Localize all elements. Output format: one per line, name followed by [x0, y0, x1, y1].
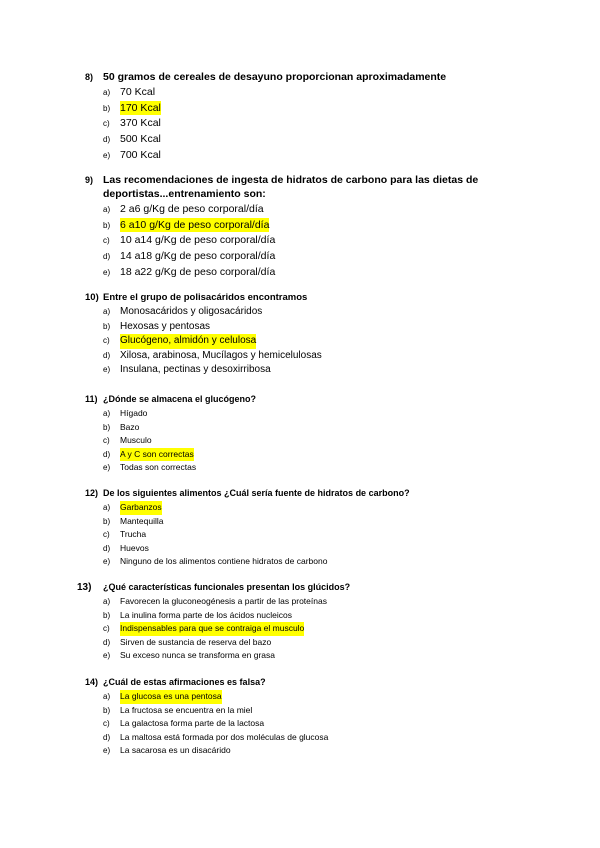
option-text-highlighted: 6 a10 g/Kg de peso corporal/día: [120, 218, 270, 231]
option-a[interactable]: [103, 595, 477, 609]
option-e[interactable]: [103, 363, 485, 378]
option-c[interactable]: [103, 528, 485, 542]
question-text: Entre el grupo de polisacáridos encontramos: [103, 292, 308, 303]
question-header: [85, 393, 485, 406]
option-text: La fructosa se encuentra en la miel: [120, 704, 253, 715]
option-b[interactable]: [103, 101, 485, 117]
option-text: Mantequilla: [120, 515, 164, 526]
question-9: [85, 173, 485, 281]
option-text: Trucha: [120, 529, 147, 539]
option-letter: c): [103, 719, 110, 728]
question-header: [85, 70, 485, 84]
option-letter: d): [103, 135, 111, 145]
question-text: 50 gramos de cereales de desayuno proporcionan aproximadamente: [103, 71, 447, 83]
option-b[interactable]: [103, 320, 485, 335]
option-c[interactable]: [103, 622, 477, 636]
option-d[interactable]: [103, 636, 477, 650]
option-text: Favorecen la gluconeogénesis a partir de las proteínas: [120, 596, 327, 606]
option-c[interactable]: [103, 434, 485, 448]
option-text-highlighted: A y C son correctas: [120, 448, 194, 462]
option-d[interactable]: [103, 349, 485, 364]
option-text: Huevos: [120, 542, 149, 553]
option-letter: a): [103, 597, 111, 606]
option-letter: c): [103, 436, 110, 445]
option-letter: b): [103, 610, 111, 620]
option-text: Hígado: [120, 408, 148, 418]
option-letter: c): [103, 336, 110, 345]
option-letter: a): [103, 409, 111, 418]
option-text: Todas son correctas: [120, 462, 197, 472]
option-text: La inulina forma parte de los ácidos nucleicos: [120, 609, 292, 620]
question-header: [85, 676, 485, 689]
option-text: 700 Kcal: [120, 148, 161, 161]
option-letter: e): [103, 463, 111, 472]
option-a[interactable]: [103, 690, 485, 704]
option-list: [103, 85, 485, 164]
option-letter: d): [103, 732, 111, 742]
option-letter: b): [103, 103, 111, 113]
question-10: [85, 291, 485, 378]
question-number: 13): [77, 582, 92, 593]
option-d[interactable]: [103, 448, 485, 462]
question-number: 14): [85, 677, 99, 687]
option-d[interactable]: [103, 132, 485, 148]
option-list: [103, 305, 485, 378]
option-text-highlighted: La glucosa es una pentosa: [120, 690, 222, 704]
question-14: [85, 676, 485, 758]
option-text: Hexosas y pentosas: [120, 320, 211, 332]
option-e[interactable]: [103, 744, 485, 758]
option-text: Insulana, pectinas y desoxirribosa: [120, 364, 271, 375]
option-e[interactable]: [103, 265, 485, 281]
option-letter: a): [103, 307, 111, 316]
question-header: [77, 581, 477, 594]
question-number: 12): [85, 488, 99, 498]
option-letter: a): [103, 692, 111, 701]
option-letter: d): [103, 449, 111, 459]
option-text: Xilosa, arabinosa, Mucílagos y hemicelulosas: [120, 349, 322, 361]
option-text-highlighted: 170 Kcal: [120, 101, 161, 114]
option-e[interactable]: [103, 555, 485, 569]
option-letter: b): [103, 220, 111, 230]
option-e[interactable]: [103, 148, 485, 164]
option-letter: b): [103, 321, 111, 331]
question-number: 9): [85, 175, 94, 185]
option-text: La maltosa está formada por dos moléculas de glucosa: [120, 731, 329, 742]
option-c[interactable]: [103, 116, 485, 132]
option-text: 500 Kcal: [120, 133, 161, 146]
question-text: De los siguientes alimentos ¿Cuál sería fuente de hidratos de carbono?: [103, 488, 410, 498]
question-11: [85, 393, 485, 475]
option-letter: b): [103, 705, 111, 715]
option-text-highlighted: Glucógeno, almidón y celulosa: [120, 334, 256, 349]
option-letter: a): [103, 88, 111, 97]
option-list: [103, 202, 485, 281]
option-b[interactable]: [103, 704, 485, 718]
option-e[interactable]: [103, 461, 485, 475]
option-text: 14 a18 g/Kg de peso corporal/día: [120, 250, 276, 263]
option-letter: c): [103, 119, 110, 129]
option-letter: d): [103, 637, 111, 647]
option-c[interactable]: [103, 233, 485, 249]
option-a[interactable]: [103, 202, 485, 218]
option-list: [103, 690, 485, 758]
option-text: 10 a14 g/Kg de peso corporal/día: [120, 234, 276, 247]
option-letter: e): [103, 365, 111, 374]
option-letter: d): [103, 350, 111, 360]
option-a[interactable]: [103, 501, 485, 515]
option-b[interactable]: [103, 218, 485, 234]
option-letter: b): [103, 516, 111, 526]
option-text: Monosacáridos y oligosacáridos: [120, 306, 263, 317]
option-text: Ninguno de los alimentos contiene hidratos de carbono: [120, 556, 328, 566]
option-a[interactable]: [103, 407, 485, 421]
option-text: La galactosa forma parte de la lactosa: [120, 718, 265, 728]
question-header: [85, 487, 485, 500]
option-letter: d): [103, 252, 111, 262]
option-text: Sirven de sustancia de reserva del bazo: [120, 636, 272, 647]
option-letter: b): [103, 422, 111, 432]
option-letter: d): [103, 543, 111, 553]
option-letter: c): [103, 624, 110, 633]
option-text: 18 a22 g/Kg de peso corporal/día: [120, 265, 276, 278]
option-a[interactable]: [103, 305, 485, 320]
option-text-highlighted: Indispensables para que se contraiga el musculo: [120, 622, 304, 636]
option-d[interactable]: [103, 542, 485, 556]
question-text: ¿Cuál de estas afirmaciones es falsa?: [103, 677, 266, 687]
option-text: La sacarosa es un disacárido: [120, 745, 231, 755]
option-letter: a): [103, 503, 111, 512]
option-a[interactable]: [103, 85, 485, 101]
question-text: Las recomendaciones de ingesta de hidratos de carbono para las dietas de deportistas...entrenamiento son:: [103, 174, 479, 200]
question-number: 8): [85, 72, 94, 82]
option-letter: e): [103, 267, 111, 277]
option-letter: c): [103, 530, 110, 539]
option-text: 70 Kcal: [120, 86, 156, 98]
question-header: [85, 291, 485, 304]
option-letter: e): [103, 651, 111, 660]
option-text-highlighted: Garbanzos: [120, 501, 162, 515]
question-12: [85, 487, 485, 569]
option-b[interactable]: [103, 515, 485, 529]
question-number: 11): [85, 394, 98, 404]
option-e[interactable]: [103, 649, 477, 663]
option-list: [103, 595, 477, 663]
option-letter: a): [103, 205, 111, 214]
option-letter: e): [103, 150, 111, 160]
option-text: Musculo: [120, 435, 152, 445]
option-d[interactable]: [103, 249, 485, 265]
option-text: 370 Kcal: [120, 117, 161, 130]
option-text: Bazo: [120, 421, 140, 432]
option-letter: e): [103, 746, 111, 755]
option-c[interactable]: [103, 717, 485, 731]
question-header: [85, 173, 485, 201]
option-c[interactable]: [103, 334, 485, 349]
question-number: 10): [85, 292, 99, 303]
option-text: Su exceso nunca se transforma en grasa: [120, 650, 275, 660]
option-letter: e): [103, 557, 111, 566]
option-list: [103, 407, 485, 475]
question-8: [85, 70, 485, 164]
option-text: 2 a6 g/Kg de peso corporal/día: [120, 203, 264, 215]
question-13: [77, 581, 477, 663]
option-letter: c): [103, 236, 110, 246]
option-d[interactable]: [103, 731, 485, 745]
question-text: ¿Dónde se almacena el glucógeno?: [103, 394, 257, 404]
option-b[interactable]: [103, 421, 485, 435]
question-text: ¿Qué características funcionales presentan los glúcidos?: [103, 582, 351, 592]
option-b[interactable]: [103, 609, 477, 623]
option-list: [103, 501, 485, 569]
